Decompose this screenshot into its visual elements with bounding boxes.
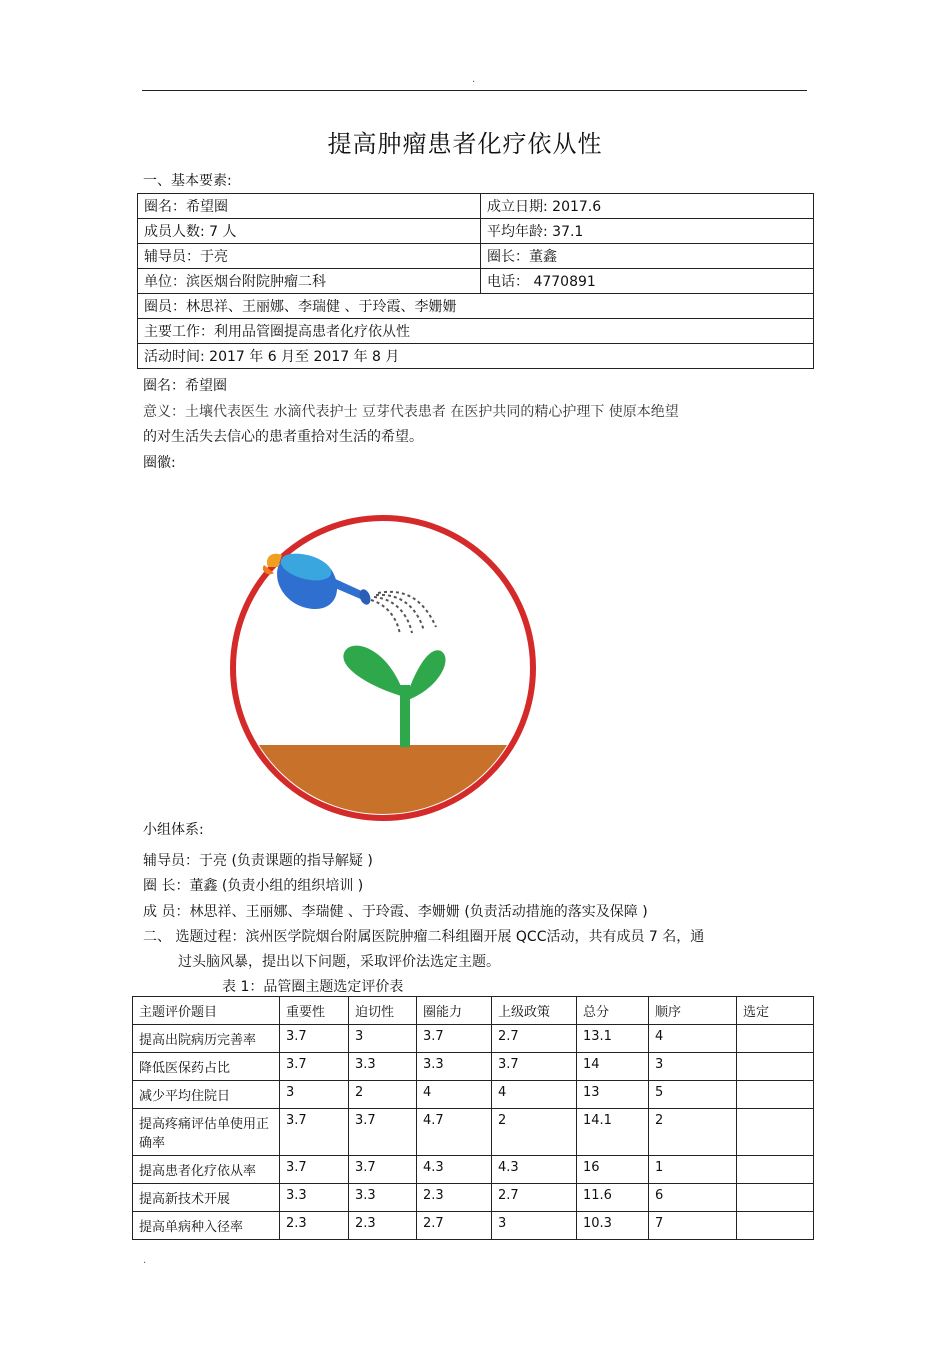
table-cell: 4 <box>417 1081 492 1109</box>
table-row <box>133 1053 814 1081</box>
table-cell: 3 <box>280 1081 349 1109</box>
table-cell: 13 <box>577 1081 649 1109</box>
emblem-label: 圈徽: <box>143 455 176 471</box>
table-cell <box>737 1025 814 1053</box>
soil-shape <box>228 745 540 835</box>
table-cell <box>737 1053 814 1081</box>
group-line-advisor: 辅导员：于亮 (负责课题的指导解疑 ) <box>143 853 373 869</box>
table-cell: 3.7 <box>492 1053 577 1081</box>
info-cell: 平均年龄: 37.1 <box>481 219 814 244</box>
info-cell: 辅导员：于亮 <box>138 244 481 269</box>
table-cell: 4.3 <box>492 1156 577 1184</box>
info-cell: 成立日期: 2017.6 <box>481 194 814 219</box>
table-row <box>133 1081 814 1109</box>
table-cell: 2.3 <box>349 1212 417 1240</box>
table-cell: 16 <box>577 1156 649 1184</box>
table-cell: 2.7 <box>417 1212 492 1240</box>
table-header-cell: 主题评价题目 <box>133 997 280 1025</box>
table-cell <box>737 1081 814 1109</box>
table-cell: 4 <box>492 1081 577 1109</box>
table-cell: 3.7 <box>417 1025 492 1053</box>
table-cell: 减少平均住院日 <box>133 1081 280 1109</box>
table-cell: 2 <box>349 1081 417 1109</box>
table-cell: 2 <box>492 1109 577 1156</box>
table-cell: 提高新技术开展 <box>133 1184 280 1212</box>
table-cell: 3 <box>649 1053 737 1081</box>
info-cell: 电话： 4770891 <box>481 269 814 294</box>
table-cell: 提高患者化疗依从率 <box>133 1156 280 1184</box>
table-cell: 5 <box>649 1081 737 1109</box>
info-row <box>138 244 814 269</box>
table-cell <box>737 1156 814 1184</box>
info-cell: 圈长：董鑫 <box>481 244 814 269</box>
table-row <box>133 1025 814 1053</box>
section2-line-1: 二、 选题过程：滨州医学院烟台附属医院肿瘤二科组圈开展 QCC活动，共有成员 7 名，通 <box>143 929 705 945</box>
info-cell: 主要工作：利用品管圈提高患者化疗依从性 <box>138 319 814 344</box>
table-cell <box>737 1212 814 1240</box>
table-cell: 6 <box>649 1184 737 1212</box>
table-cell: 14 <box>577 1053 649 1081</box>
table-header-cell: 重要性 <box>280 997 349 1025</box>
table-cell: 提高出院病历完善率 <box>133 1025 280 1053</box>
table-cell: 2.7 <box>492 1025 577 1053</box>
table-cell: 3.7 <box>349 1156 417 1184</box>
table-cell: 3.7 <box>280 1025 349 1053</box>
table-header-cell: 上级政策 <box>492 997 577 1025</box>
table-cell: 4.3 <box>417 1156 492 1184</box>
group-line-leader: 圈 长：董鑫 (负责小组的组织培训 ) <box>143 878 364 894</box>
table-cell: 降低医保药占比 <box>133 1053 280 1081</box>
table-cell: 7 <box>649 1212 737 1240</box>
table-header-cell: 迫切性 <box>349 997 417 1025</box>
table-header-cell: 总分 <box>577 997 649 1025</box>
footer-mark: . <box>143 1255 147 1266</box>
section2-line-2: 过头脑风暴，提出以下问题，采取评价法选定主题。 <box>178 954 500 970</box>
info-cell: 活动时间: 2017 年 6 月至 2017 年 8 月 <box>138 344 814 369</box>
basic-info-table <box>137 193 814 369</box>
info-row <box>138 294 814 319</box>
table-row <box>133 1212 814 1240</box>
info-cell: 单位：滨医烟台附院肿瘤二科 <box>138 269 481 294</box>
header-rule <box>142 90 807 91</box>
table-cell: 3.3 <box>280 1184 349 1212</box>
info-row <box>138 344 814 369</box>
table-cell: 3.7 <box>349 1109 417 1156</box>
table-cell: 3 <box>349 1025 417 1053</box>
table-cell <box>737 1184 814 1212</box>
info-cell: 圈名：希望圈 <box>138 194 481 219</box>
info-cell: 成员人数: 7 人 <box>138 219 481 244</box>
group-heading: 小组体系: <box>143 822 204 838</box>
meaning-line-2: 的对生活失去信心的患者重拾对生活的希望。 <box>143 429 423 445</box>
table-cell <box>737 1109 814 1156</box>
table-caption: 表 1：品管圈主题选定评价表 <box>222 979 404 995</box>
table-cell: 14.1 <box>577 1109 649 1156</box>
header-mark: . <box>472 74 476 85</box>
table-cell: 3.7 <box>280 1156 349 1184</box>
table-cell: 2.3 <box>417 1184 492 1212</box>
table-row <box>133 1156 814 1184</box>
table-header-row <box>133 997 814 1025</box>
topic-selection-table <box>132 996 814 1240</box>
table-cell: 11.6 <box>577 1184 649 1212</box>
info-row <box>138 219 814 244</box>
circle-name: 圈名：希望圈 <box>143 378 227 394</box>
table-cell: 2.3 <box>280 1212 349 1240</box>
table-cell: 13.1 <box>577 1025 649 1053</box>
table-header-cell: 顺序 <box>649 997 737 1025</box>
table-cell: 3.3 <box>417 1053 492 1081</box>
table-cell: 3.3 <box>349 1184 417 1212</box>
table-cell: 1 <box>649 1156 737 1184</box>
circle-emblem-logo <box>228 505 540 835</box>
group-line-members: 成 员：林思祥、王丽娜、李瑞健 、于玲霞、李姗姗 (负责活动措施的落实及保障 ) <box>143 904 648 920</box>
table-header-cell: 选定 <box>737 997 814 1025</box>
info-row <box>138 269 814 294</box>
section-basic-heading: 一、基本要素: <box>143 173 232 189</box>
table-header-cell: 圈能力 <box>417 997 492 1025</box>
document-title: 提高肿瘤患者化疗依从性 <box>327 130 603 158</box>
table-cell: 提高单病种入径率 <box>133 1212 280 1240</box>
table-cell: 3.7 <box>280 1053 349 1081</box>
table-cell: 4.7 <box>417 1109 492 1156</box>
table-row <box>133 1109 814 1156</box>
table-row <box>133 1184 814 1212</box>
table-cell: 2.7 <box>492 1184 577 1212</box>
table-cell: 10.3 <box>577 1212 649 1240</box>
table-cell: 4 <box>649 1025 737 1053</box>
table-cell: 3.3 <box>349 1053 417 1081</box>
meaning-line-1: 意义：土壤代表医生 水滴代表护士 豆芽代表患者 在医护共同的精心护理下 使原本绝望 <box>143 404 679 420</box>
info-row <box>138 319 814 344</box>
info-cell: 圈员：林思祥、王丽娜、李瑞健 、于玲霞、李姗姗 <box>138 294 814 319</box>
table-cell: 3 <box>492 1212 577 1240</box>
table-cell: 3.7 <box>280 1109 349 1156</box>
info-row <box>138 194 814 219</box>
table-cell: 提高疼痛评估单使用正确率 <box>133 1109 280 1156</box>
table-cell: 2 <box>649 1109 737 1156</box>
